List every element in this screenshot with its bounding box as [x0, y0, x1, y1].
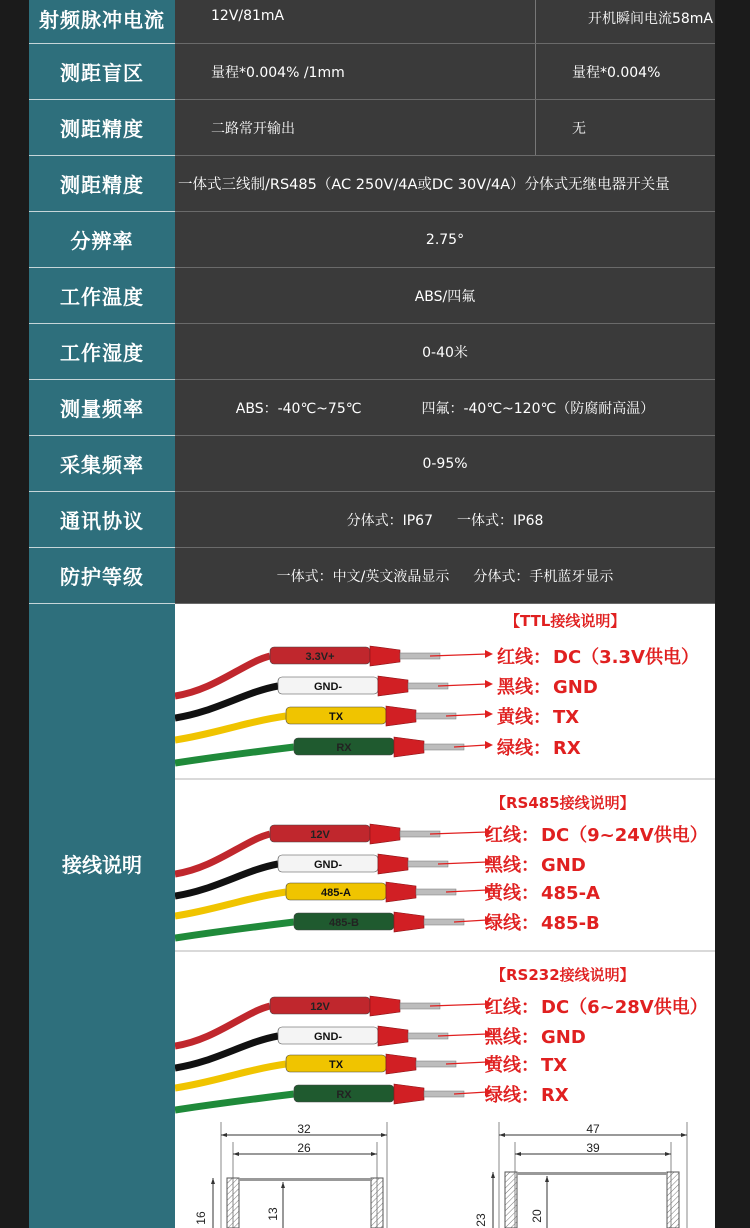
- arrow-head-icon: [485, 680, 493, 688]
- wiring-label: 接线说明: [29, 604, 175, 1122]
- spec-values: [175, 268, 715, 324]
- wire-function: GND: [553, 677, 598, 698]
- dimension-diagram: [175, 1122, 715, 1228]
- spec-values: [175, 436, 715, 492]
- ferrule: [378, 854, 408, 874]
- spec-value: 量程*0.004% /1mm: [175, 44, 536, 99]
- spec-value: 12V/81mA: [175, 0, 536, 43]
- spec-row: [29, 100, 715, 156]
- spec-row: [29, 156, 715, 212]
- spec-value: 0-40米: [422, 344, 468, 361]
- dimension-label: [29, 1122, 175, 1228]
- wiring-panels: [175, 604, 715, 1122]
- wire-function: TX: [541, 1055, 568, 1076]
- spec-values: [175, 548, 715, 604]
- spec-values: [175, 492, 715, 548]
- sleeve-label: 3.3V+: [305, 651, 335, 663]
- sleeve-label: 485-A: [321, 887, 351, 899]
- spec-value: ABS/四氟: [414, 288, 476, 305]
- spec-label: 测距精度: [29, 100, 175, 156]
- spec-value: [175, 492, 715, 547]
- spec-row: [29, 212, 715, 268]
- wire-line-label: [495, 703, 579, 729]
- sleeve-label: RX: [336, 1089, 352, 1101]
- dim-left-depth: 13: [266, 1207, 280, 1221]
- arrow-head-icon: [485, 650, 493, 658]
- ferrule: [370, 646, 400, 666]
- dim-right-inner: 39: [586, 1141, 600, 1155]
- wire-color-name: 黄线：: [497, 707, 551, 728]
- wiring-panel: [175, 780, 715, 952]
- ferrule: [394, 737, 424, 757]
- wire-function: DC（9~24V供电）: [541, 825, 708, 846]
- wire-line-label: [483, 851, 586, 877]
- spec-label: 防护等级: [29, 548, 175, 604]
- wire-color-name: 黑线：: [485, 1027, 539, 1048]
- sleeve-label: GND-: [313, 1031, 343, 1043]
- wire-color-name: 红线：: [485, 997, 539, 1018]
- spec-label: 射频脉冲电流: [29, 0, 175, 44]
- ferrule: [386, 1054, 416, 1074]
- wiring-title: 【TTL接线说明】: [505, 612, 626, 630]
- wire-color-name: 绿线：: [485, 913, 539, 934]
- spec-value: 一体式三线制/RS485（AC 250V/4A或DC 30V/4A）分体式无继电器开关量: [178, 177, 670, 193]
- spec-value-a: 一体式：中文/英文液晶显示: [276, 568, 450, 585]
- wire-color-name: 黑线：: [497, 677, 551, 698]
- ferrule: [378, 1026, 408, 1046]
- spec-row: [29, 436, 715, 492]
- sleeve-label: GND-: [313, 681, 343, 693]
- wiring-section: [29, 604, 715, 1122]
- wire-function: DC（6~28V供电）: [541, 997, 708, 1018]
- wire-color-name: 红线：: [485, 825, 539, 846]
- spec-value-b: 分体式：手机蓝牙显示: [473, 568, 614, 585]
- dimension-section: [29, 1122, 715, 1228]
- dim-left-outer: 32: [297, 1122, 311, 1136]
- spec-label: 测距精度: [29, 156, 175, 212]
- spec-label: 测量频率: [29, 380, 175, 436]
- spec-row: [29, 324, 715, 380]
- wiring-title: 【RS485接线说明】: [491, 794, 635, 812]
- wiring-panel: [175, 604, 715, 780]
- wire-line-label: [483, 821, 708, 847]
- spec-value: 二路常开输出: [175, 100, 536, 155]
- spec-values: [175, 212, 715, 268]
- sleeve-label: 12V: [310, 1001, 330, 1013]
- spec-values: [175, 156, 715, 212]
- spec-table: [29, 0, 715, 604]
- wire-function: RX: [541, 1085, 569, 1106]
- spec-values: [175, 100, 715, 156]
- spec-values: [175, 324, 715, 380]
- spec-value-a: 分体式：IP67: [346, 512, 433, 529]
- spec-row: [29, 0, 715, 44]
- ferrule: [370, 824, 400, 844]
- wire-color-name: 黑线：: [485, 855, 539, 876]
- dim-right-outer: 47: [586, 1122, 600, 1136]
- spec-value-a: ABS：-40℃~75℃: [235, 400, 362, 417]
- spec-value-secondary: 开机瞬间电流58mA: [587, 11, 713, 27]
- wire-color-name: 绿线：: [485, 1085, 539, 1106]
- spec-value-b: 四氟：-40℃~120℃（防腐耐高温）: [421, 400, 655, 417]
- spec-values: [175, 380, 715, 436]
- wire-line-label: [483, 879, 600, 905]
- wire-line-label: [483, 1023, 586, 1049]
- ferrule: [386, 706, 416, 726]
- sleeve-label: TX: [328, 1059, 344, 1071]
- spec-value-b: 一体式：IP68: [457, 512, 544, 529]
- dim-left-inner: 26: [297, 1141, 311, 1155]
- wiring-title: 【RS232接线说明】: [491, 966, 635, 984]
- wire-color-name: 绿线：: [497, 738, 551, 759]
- spec-value: 2.75°: [425, 231, 465, 248]
- wire-line-label: [495, 673, 598, 699]
- sleeve-label: 485-B: [329, 917, 359, 929]
- sleeve-label: TX: [328, 711, 344, 723]
- wire-color-name: 黄线：: [485, 883, 539, 904]
- dim-right-height: 23: [474, 1213, 488, 1227]
- spec-values: [175, 0, 715, 44]
- wire-function: 485-B: [541, 913, 600, 934]
- ferrule: [394, 912, 424, 932]
- dim-left-height: 16: [194, 1211, 208, 1225]
- wiring-panel: [175, 952, 715, 1122]
- sleeve-label: RX: [336, 742, 352, 754]
- wire-function: RX: [553, 738, 581, 759]
- ferrule: [394, 1084, 424, 1104]
- spec-row: [29, 548, 715, 604]
- spec-row: [29, 492, 715, 548]
- spec-value-secondary: 量程*0.004%: [572, 64, 661, 81]
- arrow-head-icon: [485, 741, 493, 749]
- sleeve-label: 12V: [310, 829, 330, 841]
- spec-label: 通讯协议: [29, 492, 175, 548]
- spec-label: 采集频率: [29, 436, 175, 492]
- wire-color-name: 红线：: [497, 647, 551, 668]
- spec-value: [175, 548, 715, 603]
- wire-line-label: [483, 909, 600, 935]
- spec-value: 0-95%: [422, 455, 468, 472]
- spec-row: [29, 44, 715, 100]
- wire-line-label: [495, 643, 699, 669]
- spec-label: 工作温度: [29, 268, 175, 324]
- dim-right-depth: 20: [530, 1209, 544, 1223]
- spec-values: [175, 44, 715, 100]
- wire-line-label: [483, 993, 708, 1019]
- ferrule: [370, 996, 400, 1016]
- sleeve-label: GND-: [313, 859, 343, 871]
- wire-function: DC（3.3V供电）: [553, 647, 699, 668]
- wire-illustration: [175, 604, 715, 778]
- spec-label: 工作湿度: [29, 324, 175, 380]
- dimension-drawing: [175, 1122, 715, 1228]
- spec-value: [175, 380, 715, 435]
- wire-line-label: [483, 1051, 567, 1077]
- spec-label: 测距盲区: [29, 44, 175, 100]
- wire-function: GND: [541, 1027, 586, 1048]
- wire-function: 485-A: [541, 883, 600, 904]
- spec-row: [29, 380, 715, 436]
- ferrule: [378, 676, 408, 696]
- spec-row: [29, 268, 715, 324]
- spec-label: 分辨率: [29, 212, 175, 268]
- wire-function: TX: [553, 707, 580, 728]
- wire-color-name: 黄线：: [485, 1055, 539, 1076]
- spec-value-secondary: 无: [572, 120, 586, 137]
- wire-line-label: [495, 734, 581, 760]
- wire-line-label: [483, 1081, 569, 1107]
- ferrule: [386, 882, 416, 902]
- wire-function: GND: [541, 855, 586, 876]
- arrow-head-icon: [485, 710, 493, 718]
